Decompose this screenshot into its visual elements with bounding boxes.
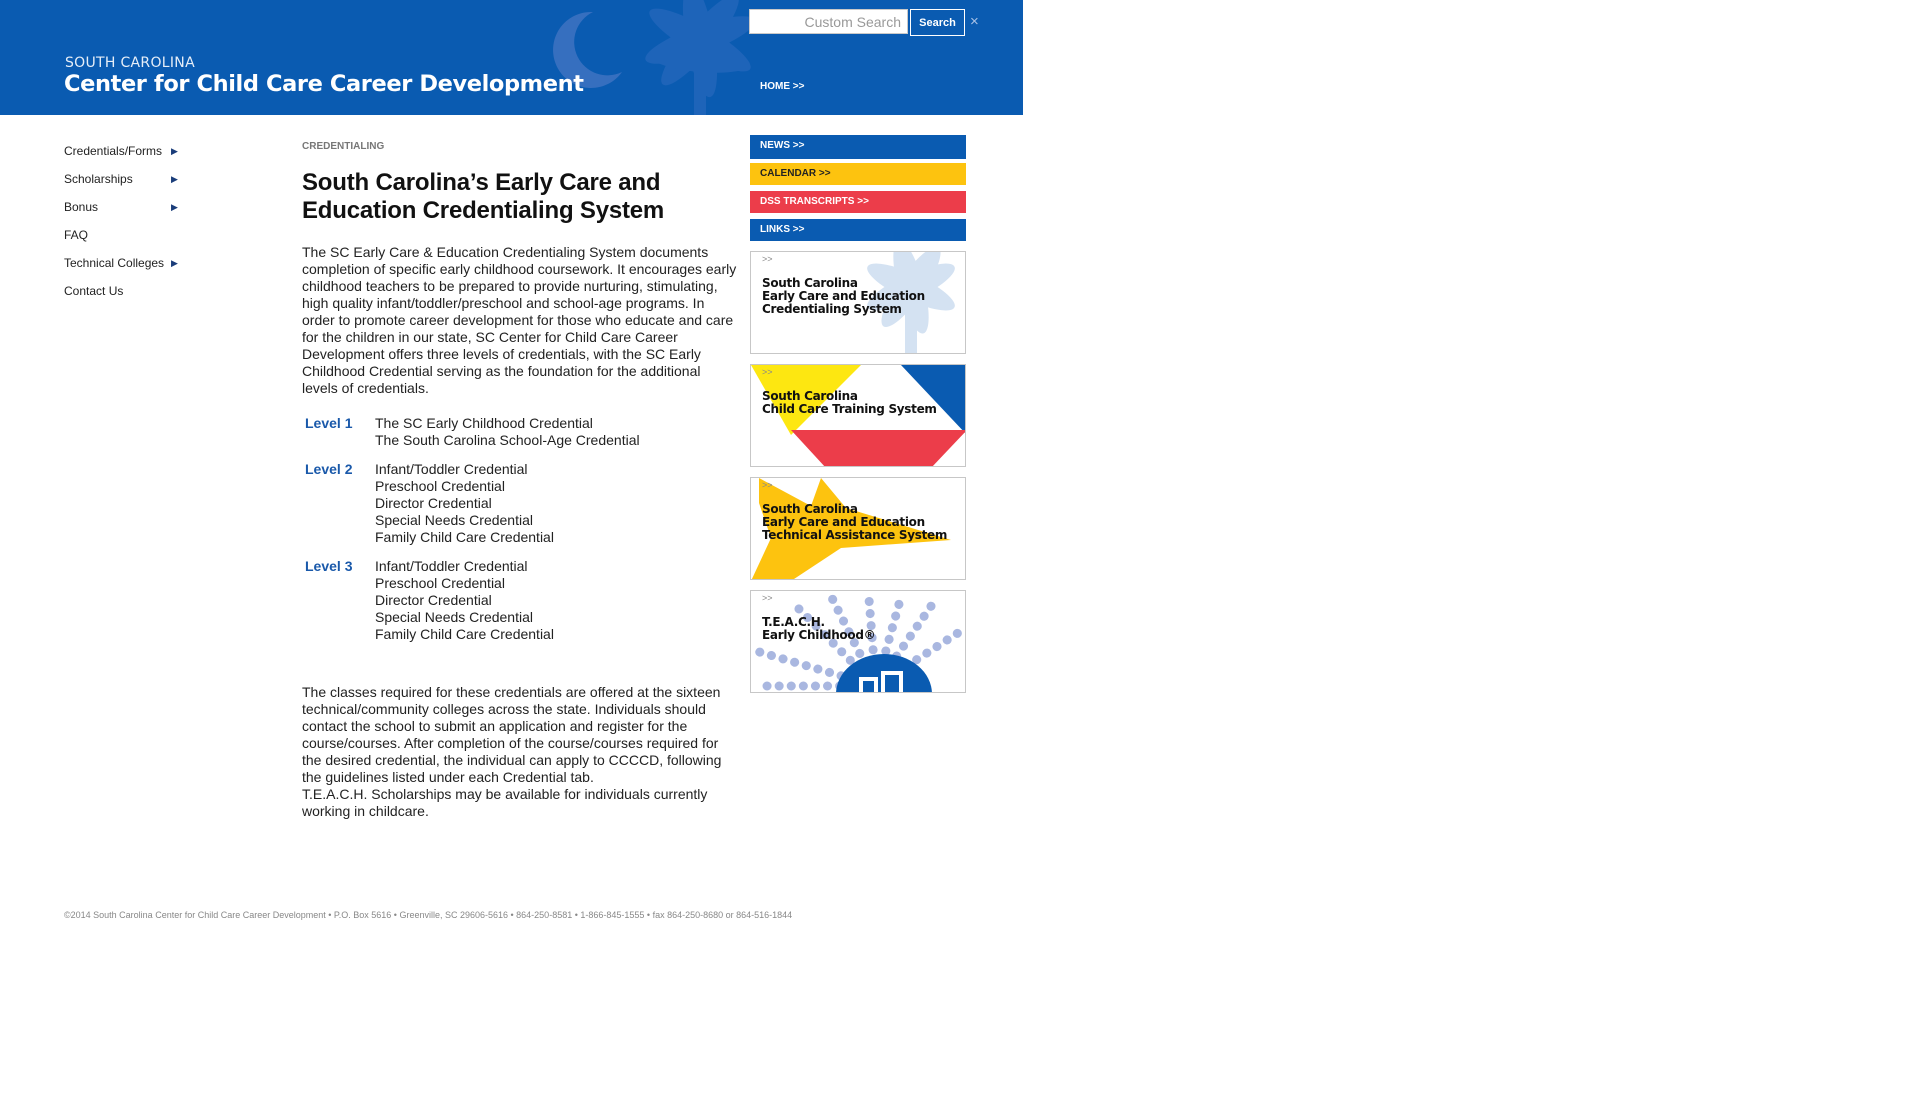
- caret-right-icon: ▶: [171, 258, 178, 268]
- level-item: Infant/Toddler Credential: [375, 558, 528, 574]
- clear-icon[interactable]: ×: [970, 13, 979, 30]
- teach-note: T.E.A.C.H. Scholarships may be available for individuals currently working in childcare.: [302, 786, 708, 819]
- level-block: [302, 415, 740, 449]
- level-items: [375, 461, 554, 546]
- nav-links[interactable]: LINKS >>: [750, 219, 966, 241]
- sunburst-graphic: [751, 591, 966, 693]
- level-item: Director Credential: [375, 495, 492, 511]
- search-button[interactable]: Search: [910, 9, 965, 36]
- level-item: Preschool Credential: [375, 575, 505, 591]
- brand-subtitle: SOUTH CAROLINA: [65, 55, 195, 71]
- promo-teach-early-childhood[interactable]: [750, 590, 966, 693]
- sidebar-item-technical-colleges[interactable]: [64, 255, 184, 283]
- page-title-line-1: South Carolina’s Early Care and: [302, 169, 661, 196]
- promo-title: South Carolina Early Care and Education Credentialing System: [762, 276, 925, 316]
- level-item: The SC Early Childhood Credential: [375, 415, 593, 431]
- sidebar-item-scholarships[interactable]: [64, 171, 184, 199]
- sidebar-item-label: Technical Colleges: [64, 256, 165, 270]
- breadcrumb: CREDENTIALING: [302, 141, 385, 152]
- nav-news[interactable]: NEWS >>: [750, 135, 966, 159]
- promo-arrows: >>: [762, 480, 773, 490]
- page-title: [302, 169, 740, 225]
- level-items: [375, 558, 554, 643]
- brand-title[interactable]: Center for Child Care Career Development: [64, 71, 584, 97]
- sidebar-item-label: Bonus: [64, 200, 99, 214]
- sidebar-item-label: FAQ: [64, 228, 89, 242]
- promo-credentialing-system[interactable]: [750, 251, 966, 354]
- level-item: Special Needs Credential: [375, 512, 533, 528]
- level-item: Director Credential: [375, 592, 492, 608]
- sidebar-item-bonus[interactable]: [64, 199, 184, 227]
- sidebar-nav: [64, 143, 184, 311]
- search-input[interactable]: [749, 9, 908, 34]
- footer-text: ©2014 South Carolina Center for Child Care Career Development • P.O. Box 5616 • Greenville, SC 29606-5616 • 864-250-8581 • 1-866-845-1555 • fax 864-250-8680 or 864-516-1844: [64, 910, 793, 920]
- level-items: [375, 415, 640, 449]
- level-item: Special Needs Credential: [375, 609, 533, 625]
- promo-technical-assistance[interactable]: [750, 477, 966, 580]
- outro-paragraph: The classes required for these credentials are offered at the sixteen technical/community colleges across the state. Individuals should contact the school to submit an application and register for the course/courses. After completion of the course/courses required for the desired credential, the individual can apply to CCCCD, following the guidelines listed under each Credential tab.: [302, 684, 722, 785]
- level-item: Family Child Care Credential: [375, 529, 554, 545]
- sidebar-item-credentials-forms[interactable]: [64, 143, 184, 171]
- triangles-graphic: [751, 365, 966, 467]
- promo-arrows: >>: [762, 593, 773, 603]
- level-item: Infant/Toddler Credential: [375, 461, 528, 477]
- level-item: Preschool Credential: [375, 478, 505, 494]
- nav-calendar[interactable]: CALENDAR >>: [750, 163, 966, 185]
- level-item: Family Child Care Credential: [375, 626, 554, 642]
- main-content: [302, 141, 740, 820]
- palmetto-icon: [641, 0, 760, 115]
- promo-arrows: >>: [762, 367, 773, 377]
- level-item: The South Carolina School-Age Credential: [375, 432, 640, 448]
- promo-title: T.E.A.C.H. Early Childhood®: [762, 615, 876, 642]
- promo-title: South Carolina Early Care and Education Technical Assistance System: [762, 502, 948, 542]
- caret-right-icon: ▶: [171, 202, 178, 212]
- page-title-line-2: Education Credentialing System: [302, 197, 665, 224]
- level-name: Level 1: [305, 415, 353, 431]
- sidebar-item-contact-us[interactable]: [64, 283, 184, 311]
- level-name: Level 2: [305, 461, 353, 477]
- site-header: [0, 0, 1023, 115]
- promo-arrows: >>: [762, 254, 773, 264]
- level-name: Level 3: [305, 558, 353, 574]
- intro-paragraph: The SC Early Care & Education Credentialing System documents completion of specific early childhood coursework. It encourages early childhood teachers to be prepared to provide nurturing, stimulating, high quality infant/toddler/preschool and school-age programs. In order to promote career development for those who educate and care for the children in our state, SC Center for Child Care Career Development offers three levels of credentials, with the SC Early Childhood Credential serving as the foundation for the additional levels of credentials.: [302, 244, 737, 396]
- nav-dss-transcripts[interactable]: DSS TRANSCRIPTS >>: [750, 191, 966, 213]
- sidebar-item-label: Scholarships: [64, 172, 133, 186]
- sidebar-item-label: Credentials/Forms: [64, 144, 163, 158]
- level-block: [302, 461, 740, 546]
- promo-title: South Carolina Child Care Training System: [762, 389, 937, 416]
- promo-training-system[interactable]: [750, 364, 966, 467]
- levels-list: [302, 415, 740, 643]
- caret-right-icon: ▶: [171, 146, 178, 156]
- level-block: [302, 558, 740, 643]
- sidebar-item-label: Contact Us: [64, 284, 124, 298]
- sidebar-item-faq[interactable]: [64, 227, 184, 255]
- caret-right-icon: ▶: [171, 174, 178, 184]
- right-column: [750, 135, 966, 693]
- home-link[interactable]: HOME >>: [760, 81, 805, 92]
